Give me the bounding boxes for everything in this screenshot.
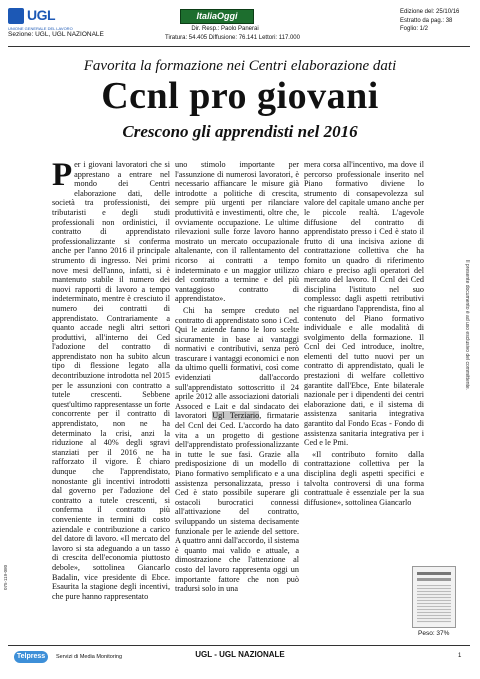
telpress-logo: Telpress [14, 651, 48, 663]
edition-date: Edizione del: 25/10/16 [400, 9, 460, 15]
page-number: 1 [458, 653, 462, 659]
article-title: Ccnl pro giovani [101, 75, 379, 117]
extract-page: Estratto da pag.: 38 [400, 17, 453, 24]
side-code: 075-119-080 [3, 564, 8, 590]
paragraph [175, 306, 299, 594]
article-kicker: Favorita la formazione nei Centri elaborazione dati [83, 58, 397, 74]
paragraph: uno stimolo importante per l'assunzione di numerosi lavoratori, è necessario affiancare le misure già introdotte a politiche di crescita, sempre più urgenti per rilanciare produttività e investimenti, oltre che, ovviamente occupazione. Le ultime rilevazioni sulle forze lavoro hanno mostrato un mercato occupazionale altalenante, con il rallentamento del ricorso ai contratti a tempo indeterminato e un maggior utilizzo del contratto a termine e del più vantaggioso contratto di apprendistato». [175, 160, 299, 304]
paragraph-text: Chi ha sempre creduto nel contratto di apprendistato sono i Ced. Qui le aziende fanno le loro scelte sicuramente in base ai vantaggi normativi e contributivi, senza però trascurare i vantaggi economici e non da ultimo quelli formativi, così come evidenziati dall'accordo sull'apprendistato sottoscritto il 24 aprile 2012 alle associazioni datoriali Assoced e Lait e dal sindacato dei lavoratori [175, 305, 299, 421]
ugl-logo-subtitle: UNIONE GENERALE DEL LAVORO [8, 26, 73, 31]
article-column-1 [52, 157, 170, 603]
services-label: Servizi di Media Monitoring [56, 654, 123, 660]
drop-cap: P [52, 157, 73, 193]
document-header [0, 0, 480, 44]
director-label: Dir. Resp.: Paolo Panerai [191, 26, 259, 32]
section-label: Sezione: UGL, UGL NAZIONALE [8, 31, 104, 38]
article-column-3 [304, 160, 424, 509]
usage-disclaimer: Il presente documento è ad uso esclusivo del committente. [464, 260, 470, 391]
paragraph: mera corsa all'incentivo, ma dove il percorso professionale inserito nel Piano formativo diviene lo strumento di consapevolezza sul valore del capitale umano anche per le piccole realtà. L'agevole diffusione del contratto di apprendistato presso i Ced è stato il frutto di una incisiva azione di contrattazione collettiva che ha fornito un quadro di riferimento chiaro e preciso agli operatori del mercato del lavoro. Il Ccnl dei Ced disciplina l'istituto nel suo complesso: dagli aspetti retributivi che riguardano l'apprendista, fino al contenuto del Piano formativo individuale e alle modalità di svolgimento della formazione. Il Ccnl dei Ced introduce, inoltre, elementi del tutto nuovi per un contratto di apprendistato, quali le prestazioni di welfare collettivo garantite dall'Ebce, Ente bilaterale nazionale per i dipendenti dei centri elaborazione dati, e il sistema di assistenza sanitaria integrativa garantito dal Fondo Ecas - Fondo di assistenza sanitaria integrativa per i Ced e le Pmi. [304, 160, 424, 448]
header-divider [8, 46, 470, 47]
footer-title: UGL - UGL NAZIONALE [195, 650, 285, 659]
thumbnail-body [417, 585, 451, 623]
sheet-number: Foglio: 1/2 [400, 26, 429, 32]
paragraph-text: , firmatarie del Ccnl dei Ced. L'accordo ha dato vita a un progetto di gestione dell'apprendistato professionalizzante in tutte le sue fasi. Grazie alla predisposizione di un modello di Piano formativo semplificato e a una assistenza personalizzata, presso i Ced è stato possibile superare gli ostacoli burocratici connessi all'attivazione del contratto, sviluppando un sistema decisamente funzionale per le aziende del settore. A quattro anni dall'accordo, il sistema è quanto mai valido e attuale, a dimostrazione che l'attenzione al costo del lavoro rappresenta oggi un importante fattore che non può tradursi solo in una [175, 411, 300, 594]
article-subtitle: Crescono gli apprendisti nel 2016 [122, 122, 358, 141]
ugl-logo-text: UGL [27, 7, 56, 23]
highlighted-ugl-terziario: Ugl Terziario [212, 411, 260, 421]
article-column-2 [175, 160, 299, 596]
page-thumbnail [412, 566, 456, 628]
circulation-label: Tiratura: 54.405 Diffusione: 76.141 Lettori: 117.000 [165, 35, 300, 41]
thumbnail-title [417, 578, 451, 581]
paragraph: «Il contributo fornito dalla contrattazione collettiva per la disciplina degli aspetti specifici e talvolta controversi di una forma contrattuale è essenziale per la sua diffusione», sottolinea Giancarlo [304, 449, 424, 507]
masthead-logo: ItaliaOggi [180, 9, 254, 24]
paragraph [52, 157, 170, 601]
ugl-logo-icon [8, 8, 24, 24]
paragraph-text: er i giovani lavoratori che si apprestano a entrare nel mondo dei Centri elaborazione dati, delle società tra professionisti, dei tributaristi e degli studi professionali non ordinistici, il contratto di apprendistato professionalizzante si conferma anche per l'anno 2016 il principale strumento di ingresso. Nei primi nove mesi dell'anno, infatti, si è mantenuto stabile il numero dei nuovi rapporti di lavoro a tempo indeterminato, mentre è cresciuto il numero dei contratti di apprendistato. Contrariamente a quanto accade negli altri settori produttivi, all'interno dei Ced l'adozione del contratto di apprendistato non ha subito alcun tipo di flessione legato alla decontribuzione introdotta nel 2015 per le assunzioni con contratto a tutele crescenti. Sebbene quest'ultimo rappresentasse un forte concorrente per il contratto di apprendistato, non ne ha determinato la crisi, anzi la riduzione al 40% degli sgravi stanziati per il 2016 ne ha rafforzato il vigore. È chiaro dunque che l'apprendistato, nonostante gli incentivi introdotti dal governo per l'adozione del contratto a tutele crescenti, si conferma il contratto più conveniente in termini di costo aziendale e contribuzione a carico del datore di lavoro. «Il mercato del lavoro si sta adeguando a un tasso di crescita dell'economia piuttosto debole», sottolinea Giancarlo Badalin, vice presidente di Ebce. Esaurita la stagione degli incentivi, che pure hanno rappresentato [52, 160, 170, 601]
edition-meta [400, 8, 459, 34]
weight-label: Peso: 37% [418, 630, 450, 637]
thumbnail-masthead [417, 572, 451, 575]
footer-divider [8, 645, 470, 646]
